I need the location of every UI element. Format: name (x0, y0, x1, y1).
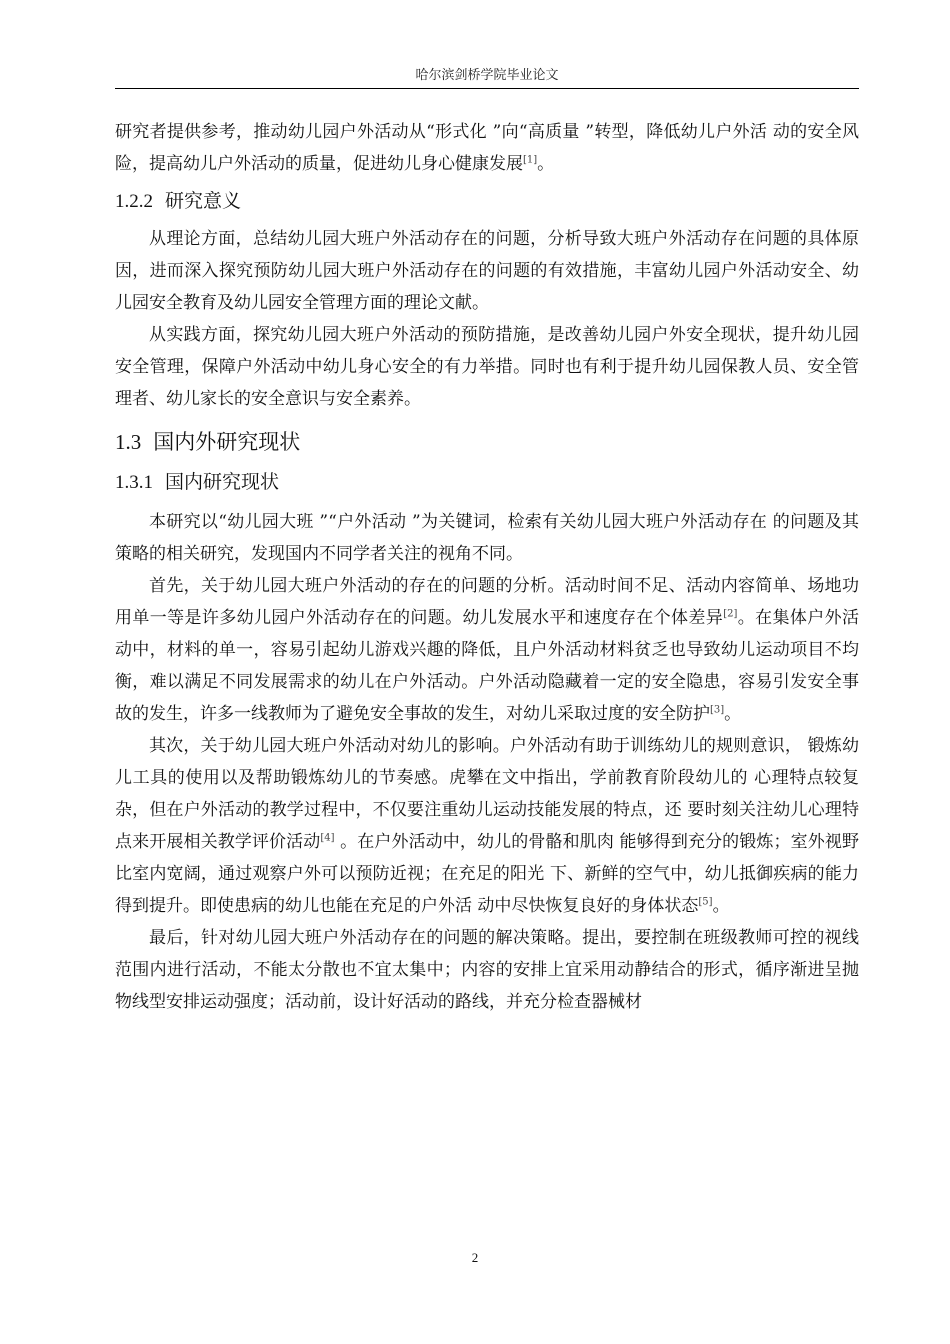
paragraph-2: 从理论方面，总结幼儿园大班户外活动存在的问题，分析导致大班户外活动存在问题的具体原因，进而深入探究预防幼儿园大班户外活动存在的问题的有效措施，丰富幼儿园户外活动安全、幼儿园安全教育及幼儿园安全管理方面的理论文献。 (115, 229, 859, 313)
paragraph-5 (115, 570, 859, 730)
citation-5: [5] (698, 896, 713, 908)
paragraph-1-text: 研究者提供参考，推动幼儿园户外活动从“形式化 ”向“高质量 ”转型，降低幼儿户外活 动的安全风险，提高幼儿户外活动的质量，促进幼儿身心健康发展 (115, 122, 859, 174)
citation-3: [3] (710, 704, 725, 716)
section-number: 1.3.1 (115, 472, 153, 493)
section-title: 国内外研究现状 (153, 430, 301, 454)
section-heading-1-3-1 (115, 465, 859, 500)
paragraph-7: 最后，针对幼儿园大班户外活动存在的问题的解决策略。提出，要控制在班级教师可控的视线范围内进行活动，不能太分散也不宜太集中；内容的安排上宜采用动静结合的形式，循序渐进呈抛物线型安排运动强度；活动前，设计好活动的路线，并充分检查器械材 (115, 928, 859, 1012)
citation-2: [2] (723, 608, 738, 620)
paragraph-6-text-b: 。在户外活动中，幼儿的骨骼和肌肉 能够得到充分的锻炼；室外视野比室内宽阔，通过观察户外可以预防近视；在充足的阳光 下、新鲜的空气中，幼儿抵御疾病的能力得到提升。即使患病的幼儿也能在充足的户外活 动中尽快恢复良好的身体状态 (115, 832, 860, 916)
page-content (115, 116, 859, 1018)
paragraph-4: 本研究以“幼儿园大班 ”“户外活动 ”为关键词，检索有关幼儿园大班户外活动存在 的问题及其策略的相关研究，发现国内不同学者关注的视角不同。 (115, 512, 859, 564)
citation-1: [1] (523, 154, 538, 166)
section-number: 1.2.2 (115, 191, 153, 212)
paragraph-6-tail: 。 (712, 896, 730, 916)
running-header: 哈尔滨剑桥学院毕业论文 (415, 68, 559, 83)
paragraph-6-text-a: 其次，关于幼儿园大班户外活动对幼儿的影响。户外活动有助于训练幼儿的规则意识， 锻炼幼儿工具的使用以及帮助锻炼幼儿的节奏感。虎攀在文中指出，学前教育阶段幼儿的 心理特点较复杂，但在户外活动的教学过程中，不仅要注重幼儿运动技能发展的特点，还 要时刻关注幼儿心理特点来开展相关教学评价活动 (115, 736, 859, 852)
section-heading-1-2-2 (115, 184, 859, 219)
section-heading-1-3 (115, 423, 859, 461)
paragraph-3: 从实践方面，探究幼儿园大班户外活动的预防措施，是改善幼儿园户外安全现状，提升幼儿园安全管理，保障户外活动中幼儿身心安全的有力举措。同时也有利于提升幼儿园保教人员、安全管理者、幼儿家长的安全意识与安全素养。 (115, 325, 859, 409)
section-title: 国内研究现状 (165, 471, 280, 493)
page-number: 2 (471, 1250, 479, 1265)
paragraph-5-tail: 。 (724, 704, 742, 724)
paragraph-5-text-a: 首先，关于幼儿园大班户外活动的存在的问题的分析。活动时间不足、活动内容简单、场地功用单一等是许多幼儿园户外活动存在的问题。幼儿发展水平和速度存在个体差异 (115, 576, 859, 628)
section-title: 研究意义 (165, 190, 242, 212)
citation-4: [4] (320, 832, 335, 844)
header-rule (115, 88, 859, 89)
paragraph-1 (115, 116, 859, 180)
paragraph-1-tail: 。 (537, 154, 555, 174)
paragraph-6 (115, 730, 859, 922)
paragraph-5-text-b: 。在集体户外活动中，材料的单一，容易引起幼儿游戏兴趣的降低，且户外活动材料贫乏也导致幼儿运动项目不均衡，难以满足不同发展需求的幼儿在户外活动。户外活动隐藏着一定的安全隐患，容易引发安全事故的发生，许多一线教师为了避免安全事故的发生，对幼儿采取过度的安全防护 (115, 608, 860, 724)
section-number: 1.3 (115, 430, 142, 454)
